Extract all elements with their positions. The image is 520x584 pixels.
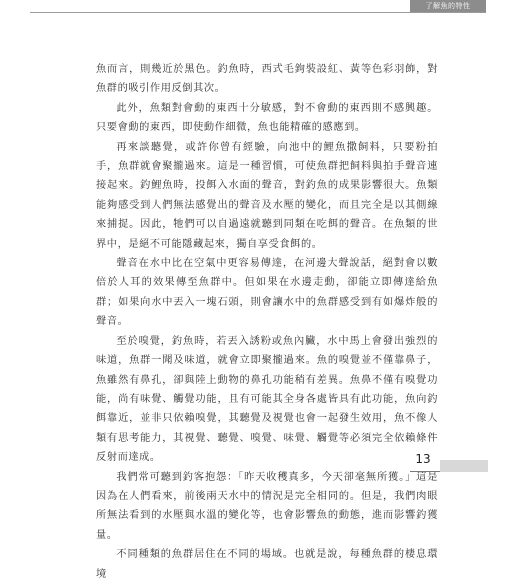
chapter-header-tab: 了解魚的特性: [410, 0, 486, 12]
header-rule: [30, 12, 486, 13]
paragraph-2: 此外，魚類對會動的東西十分敏感，對不會動的東西則不感興趣。只要會動的東西，即使動作細微，魚也能精確的感應到。: [96, 102, 438, 134]
paragraph-6: 我們常可聽到釣客抱怨：「昨天收穫真多，今天卻毫無所獲。」這是因為在人們看來，前後兩天水中的情況是完全相同的。但是，我們肉眼所無法看到的水壓與水溫的變化等，也會影響魚的動態，進而影響釣獲量。: [96, 471, 438, 541]
paragraph-3: 再來談聽覺，或許你曾有經驗，向池中的鯉魚撒飼料，只要粉拍手，魚群就會聚攏過來。這是一種習慣，可使魚群把飼料與拍手聲音連接起來。釣鯉魚時，投餌入水面的聲音，對釣魚的成果影響很大。魚類能夠感受到人們無法感覺出的聲音及水壓的變化，而且完全是以其側線來捕捉。因此，牠們可以自過遠就聽到同類在吃餌的聲音。在魚類的世界中，是絕不可能隱藏起來，獨自享受食餌的。: [96, 141, 438, 250]
page-number: 13: [415, 452, 431, 466]
paragraph-5: 至於嗅覺，釣魚時，若丟入誘粉或魚內臟，水中馬上會發出強烈的味道，魚群一聞及味道，就會立即聚攏過來。魚的嗅覺並不僅靠鼻子，魚雖然有鼻孔，卻與陸上動物的鼻孔功能稍有差異。魚鼻不僅有嗅覺功能，尚有味覺、觸覺功能，且有可能其全身各處皆具有此功能，魚向釣餌靠近，並非只依賴嗅覺，其聽覺及視覺也會一起發生效用，魚不像人類有思考能力，其視覺、聽覺、嗅覺、味覺、觸覺等必須完全依賴條件反射而達成。: [96, 335, 438, 464]
footer-tab: [440, 460, 488, 472]
paragraph-4: 聲音在水中比在空氣中更容易傳達，在河邊大聲說話，絕對會以數倍於人耳的效果傳至魚群中。但如果在水邊走動，卻能立即傳達給魚群；如果向水中丟入一塊石頭，則會讓水中的魚群感受到有如爆炸般的聲音。: [96, 258, 438, 328]
paragraph-1: 魚而言，則幾近於黑色。釣魚時，西式毛鉤裝設紅、黃等色彩羽飾，對魚群的吸引作用反倒其次。: [96, 64, 438, 95]
paragraph-7: 不同種類的魚群居住在不同的場域。也就是說，每種魚群的棲息環境: [96, 549, 438, 580]
body-text: [96, 60, 438, 584]
